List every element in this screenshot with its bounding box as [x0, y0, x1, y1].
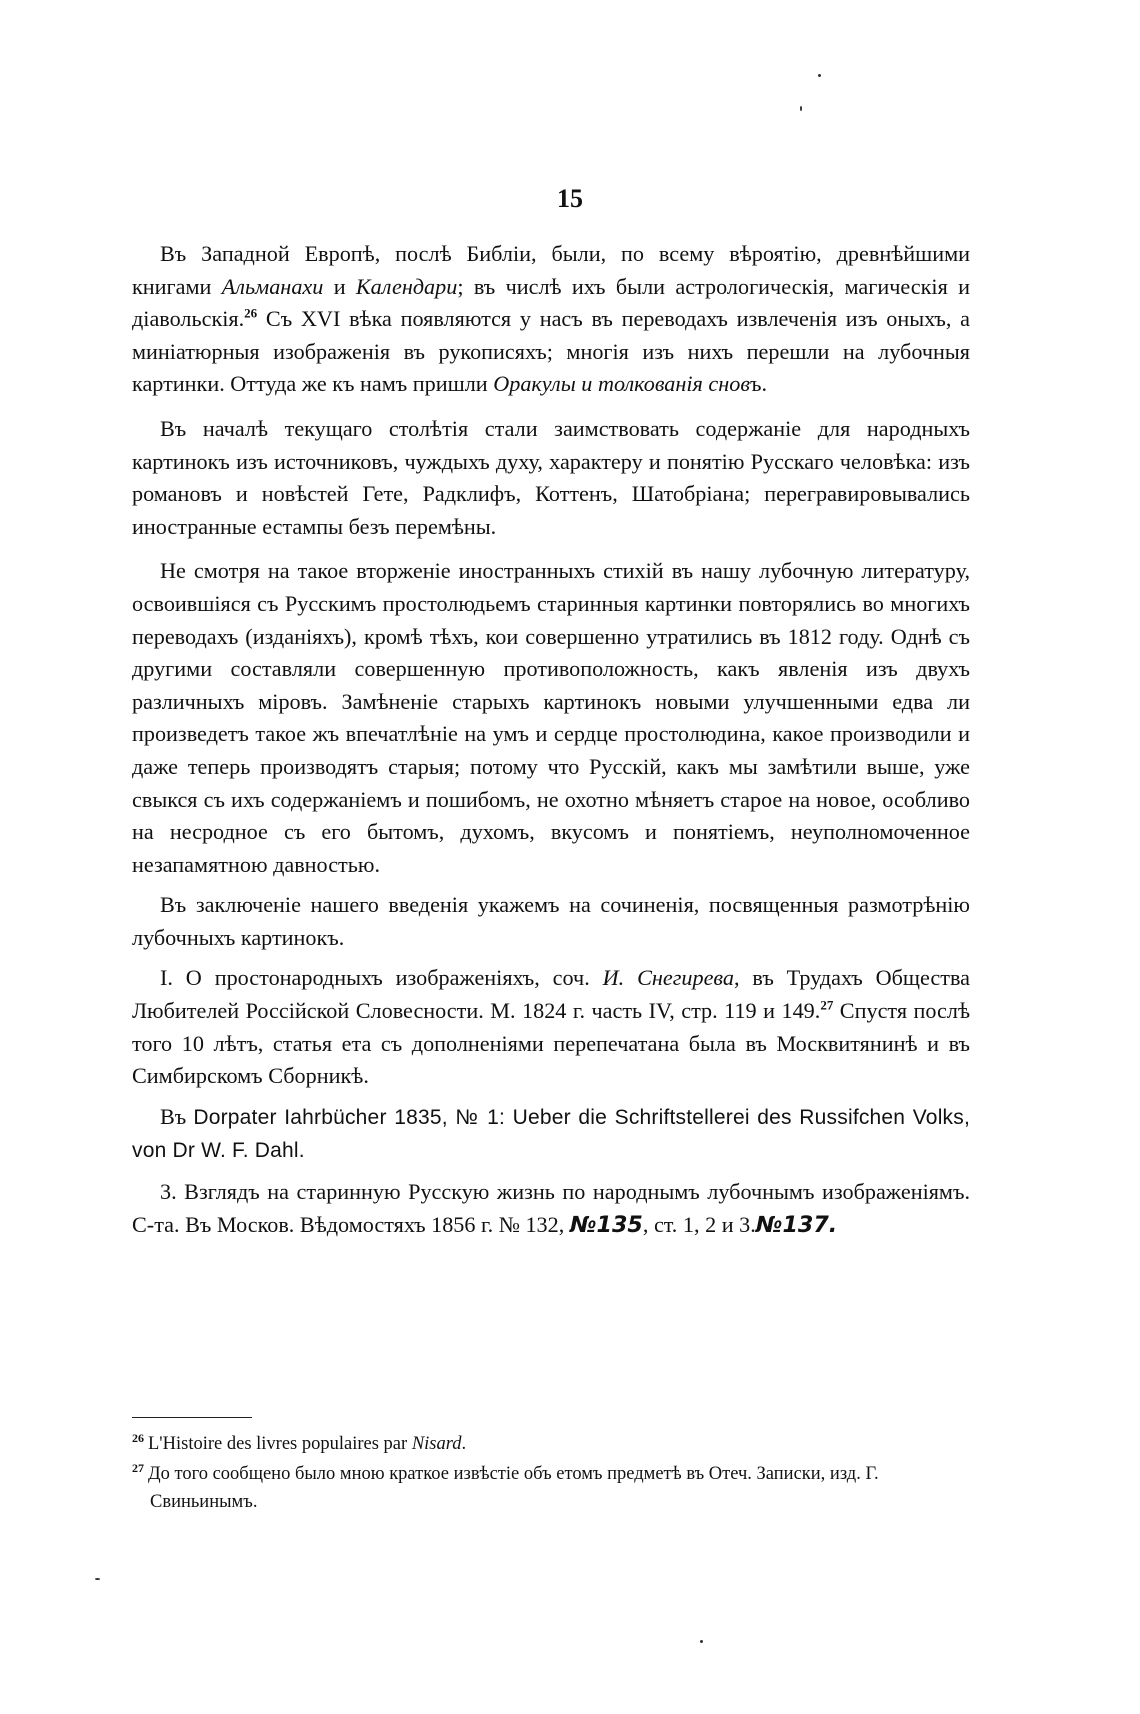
scan-speck: [95, 1578, 100, 1580]
footnote-ref-26: 26: [244, 305, 258, 321]
footnote-27-mark: 27: [132, 1460, 144, 1475]
p6-prefix: Въ: [160, 1103, 194, 1129]
body-text: [132, 238, 970, 1249]
scan-speck: [700, 1640, 703, 1643]
paragraph-3: Не смотря на такое вторженіе иностранныхъ стихій въ нашу лубочную литературу, освоившіяся съ Русскимъ простолюдьемъ старинныя картинки повторялись во многихъ переводахъ (изданіяхъ), кромѣ тѣхъ, кои совершенно утратились въ 1812 году. Однѣ съ другими составляли совершенную противоположность, какъ явленія изъ двухъ различныхъ міровъ. Замѣненіе старыхъ картинокъ новыми улучшенными едва ли произведетъ такое жъ впечатлѣніе на умъ и сердце простолюдина, какое производили и даже теперь производятъ старыя; потому что Русскій, какъ мы замѣтили выше, уже свыкся съ ихъ содержаніемъ и пошибомъ, не охотно мѣняетъ старое на новое, особливо на несродное съ его бытомъ, духомъ, вкусомъ и понятіемъ, неуполномоченное незапамятною давностью.: [132, 558, 970, 877]
p5-text-3: Спустя послѣ того 10 лѣтъ, статья ета съ дополненіями перепечатана была въ Москвитянинѣ и въ Симбирскомъ Сборникѣ.: [132, 998, 970, 1089]
scan-speck: [800, 106, 802, 111]
paragraph-1: [132, 238, 970, 401]
p1-text-end: ъ.: [750, 371, 768, 397]
footnote-26-mark: 26: [132, 1430, 144, 1445]
p1-text-2: ; въ числѣ ихъ были астрологическія, магическія и діавольскія.: [132, 273, 970, 332]
footnotes: [132, 1430, 970, 1518]
footnote-26: [132, 1430, 970, 1458]
paragraph-7: [132, 1176, 970, 1241]
p1-oracles: Оракулы и толкованія снов: [493, 371, 750, 397]
footnote-26-author: Nisard: [411, 1434, 462, 1454]
p1-text: Въ Западной Европѣ, послѣ Библіи, были, по всему вѣроятію, древнѣйшими книгами: [132, 241, 970, 299]
footnote-26-text: L'Histoire des livres populaires par: [148, 1434, 412, 1454]
p1-text-3: Съ XVI вѣка появляются у насъ въ переводахъ извлеченія изъ оныхъ, а миніатюрныя изображенія въ рукописяхъ; многія изъ нихъ перешли на лубочныя картинки. Оттуда же къ намъ пришли: [132, 306, 970, 397]
page-number: 15: [557, 184, 583, 213]
p5-author: И. Снегирева: [602, 965, 734, 991]
paragraph-6: [132, 1101, 970, 1168]
p6-latin-citation: Dorpater Iahrbücher 1835, № 1: Ueber die Schriftstellerei des Russifchen Volks, von Dr W. F. Dahl.: [132, 1105, 970, 1163]
footnote-divider: [132, 1417, 252, 1418]
p5-text-2: , въ Трудахъ Общества Любителей Россійской Словесности. М. 1824 г. часть IV, стр. 119 и 149.: [132, 965, 970, 1024]
scan-speck: [818, 74, 821, 77]
p1-almanac: Альманахи: [221, 273, 324, 299]
handwritten-correction-135: №135: [569, 1211, 643, 1238]
paragraph-2: Въ началѣ текущаго столѣтія стали заимствовать содержаніе для народныхъ картинокъ изъ источниковъ, чуждыхъ духу, характеру и понятію Русскаго человѣка: изъ романовъ и новѣстей Гете, Радклифъ, Коттенъ, Шатобріана; перегравировывались иностранные естампы безъ перемѣны.: [132, 415, 970, 539]
handwritten-correction-137: №137.: [755, 1211, 838, 1238]
footnote-ref-27: 27: [820, 997, 834, 1013]
p1-calendar: Календари: [355, 273, 458, 299]
p1-and: и: [323, 273, 356, 299]
footnote-27-text: До того сообщено было мною краткое извѣстіе объ етомъ предметѣ въ Отеч. Записки, изд. Г. Свиньинымъ.: [148, 1464, 879, 1512]
paragraph-5: [132, 962, 970, 1092]
footnote-27: [132, 1460, 970, 1516]
p5-text: I. О простонародныхъ изображеніяхъ, соч.: [160, 965, 603, 991]
paragraph-4: Въ заключеніе нашего введенія укажемъ на сочиненія, посвященныя размотрѣнію лубочныхъ картинокъ.: [132, 892, 970, 950]
p7-text-2: , ст. 1, 2 и 3.: [642, 1211, 756, 1237]
p7-text: 3. Взглядъ на старинную Русскую жизнь по народнымъ лубочнымъ изображеніямъ. С-та. Въ Москов. Вѣдомостяхъ 1856 г. № 132,: [132, 1179, 970, 1237]
footnote-26-end: .: [461, 1434, 467, 1454]
